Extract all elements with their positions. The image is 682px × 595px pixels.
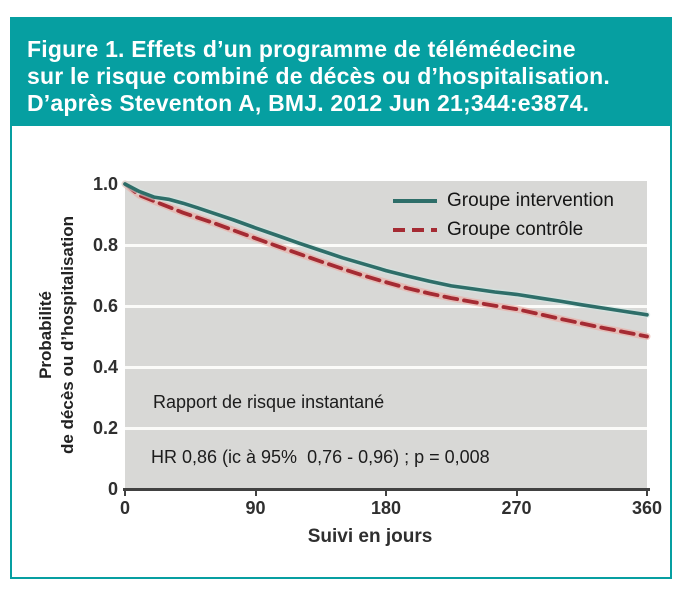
x-tick-label: 360 bbox=[631, 498, 663, 518]
x-tick-label: 90 bbox=[245, 498, 266, 518]
legend-label-controle: Groupe contrôle bbox=[447, 219, 584, 240]
y-tick-label: 0 bbox=[107, 479, 118, 499]
x-tick-mark bbox=[255, 491, 257, 496]
annotation-hazard-title: Rapport de risque instantané bbox=[153, 392, 385, 412]
y-tick-label: 0.8 bbox=[92, 235, 118, 255]
x-tick-mark bbox=[646, 491, 648, 496]
y-axis-label bbox=[26, 175, 88, 495]
x-tick-mark bbox=[124, 491, 126, 496]
y-axis-label-line-1: Probabilité bbox=[36, 291, 55, 379]
figure-caption bbox=[10, 17, 672, 126]
legend bbox=[392, 188, 614, 246]
x-tick-mark bbox=[385, 491, 387, 496]
controle-line-sample bbox=[392, 225, 438, 235]
x-tick-label: 180 bbox=[370, 498, 402, 518]
x-axis-label: Suivi en jours bbox=[307, 526, 433, 547]
x-tick-mark bbox=[516, 491, 518, 496]
y-axis-label-line-2: de décès ou d’hospitalisation bbox=[58, 215, 77, 455]
x-tick-label: 0 bbox=[119, 498, 131, 518]
legend-item-controle bbox=[392, 217, 614, 242]
intervention-line-sample bbox=[392, 196, 438, 206]
caption-line-1: Figure 1. Effets d’un programme de télémédecine bbox=[27, 36, 576, 62]
y-tick-label: 1.0 bbox=[92, 174, 118, 194]
legend-item-intervention bbox=[392, 188, 614, 213]
x-tick-label: 270 bbox=[501, 498, 532, 518]
legend-label-intervention: Groupe intervention bbox=[447, 190, 614, 211]
caption-line-3: D’après Steventon A, BMJ. 2012 Jun 21;344:e3874. bbox=[27, 90, 590, 116]
y-tick-label: 0.4 bbox=[92, 357, 118, 377]
caption-line-2: sur le risque combiné de décès ou d’hospitalisation. bbox=[27, 63, 610, 89]
y-tick-label: 0.6 bbox=[92, 296, 118, 316]
annotation-hr-value: HR 0,86 (ic à 95% 0,76 - 0,96) ; p = 0,008 bbox=[151, 447, 490, 467]
y-tick-label: 0.2 bbox=[92, 418, 118, 438]
